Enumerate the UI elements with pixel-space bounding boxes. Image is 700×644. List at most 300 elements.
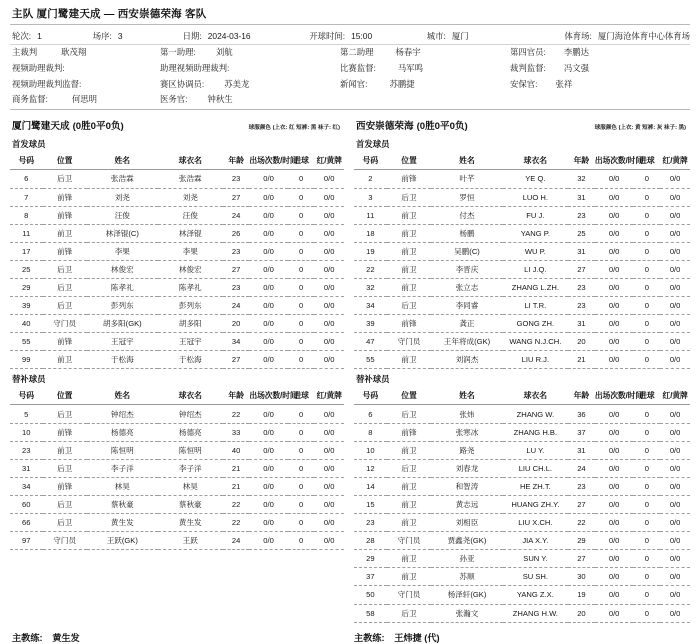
kickoff-label: 开球时间: (309, 30, 346, 41)
second-assistant-name: 杨春宇 (395, 47, 421, 58)
player-position: 前卫 (387, 477, 432, 495)
player-age: 31 (568, 188, 595, 206)
player-shirt-name: YE Q. (503, 170, 568, 188)
player-shirt-name: 李子洋 (158, 459, 223, 477)
player-number: 8 (10, 206, 43, 224)
press-officer-label: 新闻官: (340, 78, 368, 89)
player-age: 24 (223, 532, 250, 550)
player-appearances: 0/0 (249, 279, 287, 297)
column-header-cards: 红/黄牌 (314, 388, 344, 405)
player-row (10, 423, 344, 441)
column-header-position: 位置 (387, 153, 432, 170)
home-starters-header-row (10, 153, 344, 170)
player-goals: 0 (288, 315, 315, 333)
player-name: 李晋庆 (431, 260, 502, 278)
column-header-age: 年龄 (568, 388, 595, 405)
player-age: 34 (223, 333, 250, 351)
referee-assessor-field (510, 63, 660, 74)
column-header-position: 位置 (387, 388, 432, 405)
player-appearances: 0/0 (249, 441, 287, 459)
player-goals: 0 (633, 333, 660, 351)
player-position: 后卫 (387, 604, 432, 622)
player-goals: 0 (288, 188, 315, 206)
player-shirt-name: ZHANG L.ZH. (503, 279, 568, 297)
player-shirt-name: SUN Y. (503, 550, 568, 568)
player-shirt-name: 王跃 (158, 532, 223, 550)
player-position: 前锋 (43, 333, 87, 351)
officials-row-3 (10, 76, 690, 92)
second-assistant-field (340, 47, 510, 58)
player-row (354, 514, 690, 532)
player-number: 11 (354, 206, 387, 224)
column-header-age: 年龄 (568, 153, 595, 170)
city-label: 城市: (426, 30, 446, 41)
player-name: 杨德亮 (87, 423, 158, 441)
player-row (10, 224, 344, 242)
player-shirt-name: WU P. (503, 242, 568, 260)
player-position: 前卫 (387, 206, 432, 224)
player-goals: 0 (633, 550, 660, 568)
player-position: 守门员 (387, 333, 432, 351)
match-commissioner-label: 比赛监督: (340, 62, 376, 73)
order-field (93, 31, 183, 42)
player-appearances: 0/0 (249, 405, 287, 423)
player-cards: 0/0 (660, 297, 690, 315)
player-cards: 0/0 (314, 297, 344, 315)
player-row (10, 441, 344, 459)
player-goals: 0 (633, 224, 660, 242)
player-number: 6 (10, 170, 43, 188)
player-goals: 0 (288, 459, 315, 477)
player-cards: 0/0 (314, 477, 344, 495)
player-shirt-name: 黄生发 (158, 514, 223, 532)
column-header-appearances: 出场次数/时间 (249, 153, 287, 170)
officials-row-4 (10, 92, 690, 108)
player-position: 前锋 (387, 315, 432, 333)
player-shirt-name: LIU X.CH. (503, 514, 568, 532)
first-assistant-field (160, 47, 340, 58)
player-goals: 0 (633, 260, 660, 278)
player-position: 后卫 (43, 279, 87, 297)
commercial-supervisor-name: 何思明 (71, 94, 97, 105)
venue-field (564, 31, 690, 42)
column-header-number: 号码 (354, 153, 387, 170)
column-header-shirt-name: 球衣名 (503, 153, 568, 170)
player-number: 97 (10, 532, 43, 550)
player-row (10, 477, 344, 495)
player-shirt-name: YANG Z.X. (503, 586, 568, 604)
column-header-number: 号码 (10, 153, 43, 170)
player-number: 11 (10, 224, 43, 242)
player-goals: 0 (288, 495, 315, 513)
player-position: 前锋 (387, 170, 432, 188)
order-label: 场序: (92, 30, 112, 41)
player-goals: 0 (288, 206, 315, 224)
player-cards: 0/0 (660, 532, 690, 550)
match-title (10, 4, 690, 24)
player-name: 贾鑫尧(GK) (431, 532, 502, 550)
player-name: 付杰 (431, 206, 502, 224)
player-goals: 0 (633, 351, 660, 369)
player-row (10, 188, 344, 206)
player-cards: 0/0 (314, 423, 344, 441)
security-officer-label: 安保官: (510, 78, 538, 89)
player-appearances: 0/0 (249, 297, 287, 315)
player-name: 路尧 (431, 441, 502, 459)
column-header-shirt-name: 球衣名 (158, 388, 223, 405)
fourth-official-name: 李鹏达 (563, 47, 589, 58)
player-cards: 0/0 (660, 333, 690, 351)
player-position: 前锋 (43, 242, 87, 260)
match-meta-row (10, 28, 690, 44)
player-row (354, 188, 690, 206)
referee-assessor-name: 冯文强 (563, 62, 589, 73)
player-number: 55 (10, 333, 43, 351)
match-info-block (10, 25, 690, 109)
away-substitutes-header-row (354, 388, 690, 405)
date-label: 日期: (182, 30, 202, 41)
player-number: 39 (354, 315, 387, 333)
var-supervisor-label: 视频助理裁判监督: (12, 78, 82, 89)
coaches-row (10, 623, 690, 644)
home-substitutes-header-row (10, 388, 344, 405)
player-appearances: 0/0 (595, 170, 634, 188)
player-age: 27 (568, 260, 595, 278)
player-age: 23 (568, 477, 595, 495)
player-cards: 0/0 (314, 279, 344, 297)
player-appearances: 0/0 (249, 206, 287, 224)
player-cards: 0/0 (660, 423, 690, 441)
player-name: 张浩霖 (87, 170, 158, 188)
round-field (12, 31, 93, 42)
column-header-cards: 红/黄牌 (660, 153, 690, 170)
player-number: 37 (354, 568, 387, 586)
home-substitutes-body (10, 405, 344, 550)
player-position: 前卫 (387, 495, 432, 513)
player-appearances: 0/0 (249, 514, 287, 532)
player-position: 后卫 (43, 495, 87, 513)
player-age: 24 (568, 459, 595, 477)
fourth-official-label: 第四官员: (510, 47, 546, 58)
player-row (354, 170, 690, 188)
player-name: 林昊 (87, 477, 158, 495)
player-row (10, 459, 344, 477)
player-cards: 0/0 (314, 441, 344, 459)
player-appearances: 0/0 (595, 260, 634, 278)
player-cards: 0/0 (314, 495, 344, 513)
player-appearances: 0/0 (249, 477, 287, 495)
player-row (354, 260, 690, 278)
player-shirt-name: SU SH. (503, 568, 568, 586)
player-name: 吴鹏(C) (431, 242, 502, 260)
player-appearances: 0/0 (249, 188, 287, 206)
player-appearances: 0/0 (595, 188, 634, 206)
player-position: 前锋 (43, 423, 87, 441)
column-header-appearances: 出场次数/时间 (249, 388, 287, 405)
player-cards: 0/0 (660, 206, 690, 224)
player-goals: 0 (633, 242, 660, 260)
player-position: 守门员 (387, 586, 432, 604)
player-number: 29 (354, 550, 387, 568)
column-header-number: 号码 (10, 388, 43, 405)
player-name: 汪俊 (87, 206, 158, 224)
player-appearances: 0/0 (595, 586, 634, 604)
away-substitutes-table (354, 388, 690, 622)
player-number: 34 (10, 477, 43, 495)
player-number: 47 (354, 333, 387, 351)
player-position: 后卫 (43, 514, 87, 532)
column-header-age: 年龄 (223, 153, 250, 170)
player-position: 后卫 (387, 459, 432, 477)
player-age: 29 (568, 532, 595, 550)
security-officer-field (510, 79, 660, 90)
home-kit-colors: 球服颜色 (上衣: 红 短裤: 黑 袜子: 红) (248, 125, 340, 132)
player-shirt-name: 蔡秋豪 (158, 495, 223, 513)
player-age: 31 (568, 315, 595, 333)
player-appearances: 0/0 (595, 224, 634, 242)
home-team-name: 厦门鹭建天成 (36, 8, 101, 20)
away-starters-header-row (354, 153, 690, 170)
player-position: 后卫 (43, 297, 87, 315)
player-age: 24 (223, 297, 250, 315)
press-officer-name: 苏鹏捷 (389, 78, 415, 89)
player-age: 31 (568, 441, 595, 459)
date-value: 2024-03-16 (207, 30, 251, 41)
date-field (183, 31, 310, 42)
player-position: 后卫 (387, 188, 432, 206)
player-goals: 0 (288, 351, 315, 369)
player-appearances: 0/0 (595, 604, 634, 622)
player-number: 25 (10, 260, 43, 278)
player-appearances: 0/0 (595, 333, 634, 351)
player-goals: 0 (288, 224, 315, 242)
player-name: 蔡秋豪 (87, 495, 158, 513)
player-position: 守门员 (43, 315, 87, 333)
medical-officer-label: 医务官: (160, 94, 188, 105)
player-shirt-name: 林泽锟 (158, 224, 223, 242)
column-header-position: 位置 (43, 153, 87, 170)
player-goals: 0 (633, 279, 660, 297)
player-appearances: 0/0 (249, 260, 287, 278)
away-coach-label: 主教练: (354, 632, 385, 643)
player-name: 刘尧 (87, 188, 158, 206)
player-age: 22 (223, 495, 250, 513)
home-label: 主队 (12, 8, 34, 20)
player-cards: 0/0 (314, 170, 344, 188)
player-age: 23 (223, 279, 250, 297)
player-name: 陈孝礼 (87, 279, 158, 297)
player-cards: 0/0 (314, 206, 344, 224)
player-age: 24 (223, 206, 250, 224)
away-team-title: 西安崇德荣海 (356, 121, 414, 133)
player-cards: 0/0 (660, 405, 690, 423)
player-appearances: 0/0 (595, 568, 634, 586)
player-position: 后卫 (43, 170, 87, 188)
player-name: 林泽锟(C) (87, 224, 158, 242)
player-shirt-name: HE ZH.T. (503, 477, 568, 495)
home-coach-field (10, 627, 350, 644)
away-coach-name: 王炜捷 (代) (394, 632, 440, 643)
player-row (354, 297, 690, 315)
player-goals: 0 (633, 586, 660, 604)
player-name: 杨鹏 (431, 224, 502, 242)
first-assistant-label: 第一助理: (160, 47, 196, 58)
home-starters-table (10, 153, 344, 369)
player-row (354, 405, 690, 423)
away-substitutes-body (354, 405, 690, 622)
fourth-official-field (510, 47, 660, 58)
away-team-record: (0胜0平0负) (416, 121, 468, 133)
player-position: 后卫 (43, 260, 87, 278)
player-row (354, 333, 690, 351)
kickoff-value: 15:00 (351, 30, 373, 41)
player-cards: 0/0 (660, 586, 690, 604)
away-coach-field (350, 627, 690, 644)
player-number: 60 (10, 495, 43, 513)
player-appearances: 0/0 (595, 441, 634, 459)
player-age: 27 (223, 351, 250, 369)
player-appearances: 0/0 (249, 351, 287, 369)
match-commissioner-field (340, 63, 510, 74)
home-starters-label: 首发球员 (12, 139, 46, 150)
player-name: 张炜 (431, 405, 502, 423)
player-row (354, 206, 690, 224)
player-appearances: 0/0 (249, 242, 287, 260)
main-referee-name: 耿茂翔 (61, 47, 87, 58)
match-commissioner-name: 马军鸣 (397, 62, 423, 73)
player-number: 50 (354, 586, 387, 604)
column-header-goals: 进球 (288, 388, 315, 405)
player-row (10, 514, 344, 532)
main-referee-field (12, 47, 160, 58)
away-starters-body (354, 170, 690, 369)
player-name: 陈恒明 (87, 441, 158, 459)
player-row (10, 297, 344, 315)
player-age: 37 (568, 423, 595, 441)
away-substitutes-label: 替补球员 (356, 374, 390, 385)
player-position: 前锋 (43, 206, 87, 224)
player-shirt-name: 钟绍杰 (158, 405, 223, 423)
player-cards: 0/0 (314, 532, 344, 550)
home-substitutes-label: 替补球员 (12, 374, 46, 385)
player-goals: 0 (288, 477, 315, 495)
column-header-name: 姓名 (87, 388, 158, 405)
player-name: 刘润杰 (431, 351, 502, 369)
player-goals: 0 (633, 477, 660, 495)
player-position: 前锋 (43, 477, 87, 495)
away-starters-label: 首发球员 (356, 139, 390, 150)
player-appearances: 0/0 (595, 459, 634, 477)
player-cards: 0/0 (314, 260, 344, 278)
player-age: 21 (223, 477, 250, 495)
player-shirt-name: LIU R.J. (503, 351, 568, 369)
player-number: 14 (354, 477, 387, 495)
column-header-shirt-name: 球衣名 (158, 153, 223, 170)
player-shirt-name: LIU CH.L. (503, 459, 568, 477)
commercial-supervisor-field (12, 94, 160, 105)
player-number: 23 (354, 514, 387, 532)
player-number: 22 (354, 260, 387, 278)
venue-label: 体育场: (564, 30, 592, 41)
player-age: 27 (568, 550, 595, 568)
player-number: 6 (354, 405, 387, 423)
round-value: 1 (37, 30, 42, 41)
player-goals: 0 (288, 333, 315, 351)
player-name: 龚正 (431, 315, 502, 333)
player-appearances: 0/0 (595, 532, 634, 550)
player-row (354, 242, 690, 260)
player-name: 苏顺 (431, 568, 502, 586)
player-goals: 0 (633, 297, 660, 315)
player-goals: 0 (633, 568, 660, 586)
player-appearances: 0/0 (249, 495, 287, 513)
player-goals: 0 (288, 405, 315, 423)
venue-value: 厦门海沧体育中心体育场 (597, 30, 690, 41)
player-cards: 0/0 (660, 279, 690, 297)
player-number: 34 (354, 297, 387, 315)
player-number: 55 (354, 351, 387, 369)
player-number: 19 (354, 242, 387, 260)
player-name: 于松海 (87, 351, 158, 369)
player-cards: 0/0 (660, 315, 690, 333)
commercial-supervisor-label: 商务监督: (12, 94, 48, 105)
away-label: 客队 (185, 8, 207, 20)
round-label: 轮次: (12, 30, 32, 41)
column-header-position: 位置 (43, 388, 87, 405)
var-field (12, 63, 160, 74)
player-cards: 0/0 (660, 495, 690, 513)
player-appearances: 0/0 (249, 170, 287, 188)
player-age: 19 (568, 586, 595, 604)
player-age: 23 (568, 297, 595, 315)
player-number: 3 (354, 188, 387, 206)
player-age: 23 (568, 279, 595, 297)
player-shirt-name: 陈孝礼 (158, 279, 223, 297)
player-shirt-name: 李果 (158, 242, 223, 260)
player-number: 39 (10, 297, 43, 315)
player-age: 23 (223, 242, 250, 260)
player-appearances: 0/0 (595, 514, 634, 532)
player-row (354, 532, 690, 550)
player-name: 叶芊 (431, 170, 502, 188)
player-row (10, 532, 344, 550)
player-age: 31 (568, 242, 595, 260)
player-number: 12 (354, 459, 387, 477)
player-cards: 0/0 (660, 242, 690, 260)
player-age: 30 (568, 568, 595, 586)
player-position: 前卫 (387, 514, 432, 532)
avar-label: 助理视频助理裁判: (160, 62, 230, 73)
player-shirt-name: 张浩霖 (158, 170, 223, 188)
player-number: 32 (354, 279, 387, 297)
column-header-appearances: 出场次数/时间 (595, 388, 634, 405)
player-row (354, 423, 690, 441)
player-number: 18 (354, 224, 387, 242)
home-coach-name: 黄生发 (52, 632, 80, 643)
city-value: 厦门 (451, 30, 469, 41)
player-shirt-name: 刘尧 (158, 188, 223, 206)
player-name: 孙亚 (431, 550, 502, 568)
player-position: 守门员 (43, 532, 87, 550)
player-shirt-name: LI J.Q. (503, 260, 568, 278)
player-number: 28 (354, 532, 387, 550)
player-position: 前卫 (43, 224, 87, 242)
player-row (354, 604, 690, 622)
player-shirt-name: 胡多阳 (158, 315, 223, 333)
player-age: 22 (568, 514, 595, 532)
player-position: 前卫 (387, 224, 432, 242)
column-header-shirt-name: 球衣名 (503, 388, 568, 405)
